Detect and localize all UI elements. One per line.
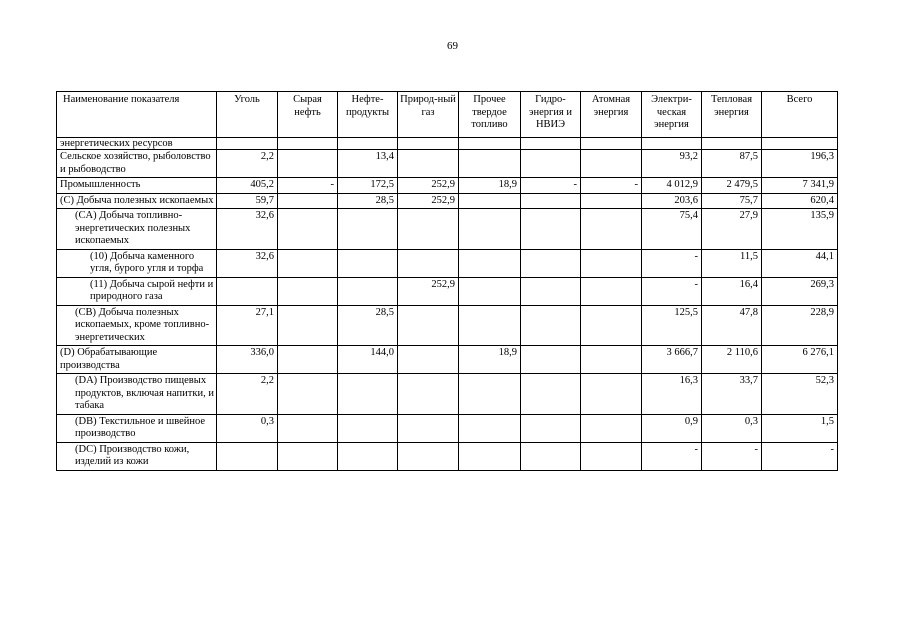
table-cell [278,442,338,470]
table-cell: 196,3 [762,150,838,178]
table-cell: 13,4 [338,150,398,178]
table-cell [278,414,338,442]
header-other-solid-fuel: Прочее твердое топливо [459,92,521,138]
table-cell [581,150,642,178]
table-cell [521,209,581,250]
row-name: (10) Добыча каменного угля, бурого угля и торфа [57,249,217,277]
row-name: энергетических ресурсов [57,138,217,150]
table-cell [521,277,581,305]
energy-consumption-table [56,91,838,471]
row-name: (CA) Добыча топливно-энергетических полезных ископаемых [57,209,217,250]
table-cell [459,277,521,305]
table-cell [459,209,521,250]
table-cell: - [642,442,702,470]
table-cell: 11,5 [702,249,762,277]
table-cell: 52,3 [762,374,838,415]
table-cell: 0,9 [642,414,702,442]
table-cell [581,277,642,305]
table-cell: 47,8 [702,305,762,346]
table-cell: 2 479,5 [702,178,762,194]
table-cell [398,305,459,346]
table-cell [278,346,338,374]
header-nuclear: Атомная энергия [581,92,642,138]
table-cell [581,414,642,442]
table-cell [278,138,338,150]
table-row [57,193,838,209]
table-row [57,414,838,442]
table-cell: 135,9 [762,209,838,250]
table-cell [278,374,338,415]
table-cell [459,249,521,277]
table-cell [398,138,459,150]
table-cell [398,346,459,374]
table-cell: 203,6 [642,193,702,209]
table-cell: 1,5 [762,414,838,442]
table-cell: - [581,178,642,194]
table-row [57,277,838,305]
table-cell: 0,3 [702,414,762,442]
table-row [57,374,838,415]
table-cell: 4 012,9 [642,178,702,194]
table-cell: 6 276,1 [762,346,838,374]
table-cell: 59,7 [217,193,278,209]
header-oil-products: Нефте-продукты [338,92,398,138]
table-cell: 2 110,6 [702,346,762,374]
table-cell: 269,3 [762,277,838,305]
header-indicator: Наименование показателя [57,92,217,138]
header-electricity: Электри-ческая энергия [642,92,702,138]
table-cell [338,249,398,277]
row-name: (CB) Добыча полезных ископаемых, кроме топливно-энергетических [57,305,217,346]
header-total: Всего [762,92,838,138]
table-row [57,442,838,470]
table-cell: - [642,249,702,277]
table-cell [521,442,581,470]
table-cell [459,374,521,415]
table-row [57,178,838,194]
table-cell [642,138,702,150]
table-cell [398,150,459,178]
table-cell [459,193,521,209]
table-cell [278,150,338,178]
table-cell: 87,5 [702,150,762,178]
table-cell [521,138,581,150]
table-cell [581,193,642,209]
table-cell [521,374,581,415]
table-cell: - [762,442,838,470]
header-crude-oil: Сырая нефть [278,92,338,138]
table-cell [581,374,642,415]
table-cell [521,346,581,374]
table-cell [398,414,459,442]
row-name: (DC) Производство кожи, изделий из кожи [57,442,217,470]
table-cell [398,249,459,277]
table-cell: 32,6 [217,209,278,250]
header-row [57,92,838,138]
table-body [57,138,838,471]
table-cell: 27,1 [217,305,278,346]
table-cell [521,150,581,178]
table-cell [278,209,338,250]
table-cell: 93,2 [642,150,702,178]
table-cell [702,138,762,150]
row-name: Промышленность [57,178,217,194]
table-cell: 32,6 [217,249,278,277]
table-cell: 2,2 [217,150,278,178]
table-cell: 33,7 [702,374,762,415]
table-cell [338,209,398,250]
table-row [57,249,838,277]
table-cell: 44,1 [762,249,838,277]
table-cell [459,150,521,178]
table-cell [581,346,642,374]
table-cell: 16,4 [702,277,762,305]
row-name: Сельское хозяйство, рыболовство и рыбоводство [57,150,217,178]
table-cell [459,305,521,346]
table-cell: 28,5 [338,193,398,209]
table-cell: 144,0 [338,346,398,374]
table-cell: 16,3 [642,374,702,415]
header-heat: Тепловая энергия [702,92,762,138]
row-name: (D) Обрабатывающие производства [57,346,217,374]
header-hydro-renewable: Гидро-энергия и НВИЭ [521,92,581,138]
table-cell [338,414,398,442]
table-cell [217,277,278,305]
table-row [57,150,838,178]
table-cell: 75,4 [642,209,702,250]
table-cell: 125,5 [642,305,702,346]
table-cell: - [278,178,338,194]
table-cell: 18,9 [459,178,521,194]
table-cell: 405,2 [217,178,278,194]
table-cell: 18,9 [459,346,521,374]
table-row [57,209,838,250]
row-name: (DB) Текстильное и швейное производство [57,414,217,442]
table-cell [398,374,459,415]
page-number: 69 [447,40,458,52]
table-cell [398,442,459,470]
table-cell [581,305,642,346]
table-cell [338,442,398,470]
table-cell [338,374,398,415]
table-cell: 252,9 [398,193,459,209]
row-name: (DA) Производство пищевых продуктов, включая напитки, и табака [57,374,217,415]
table-cell: 336,0 [217,346,278,374]
table-cell [459,414,521,442]
table-cell [338,138,398,150]
table-cell [278,193,338,209]
table-cell: - [521,178,581,194]
table-cell: 620,4 [762,193,838,209]
table-cell [581,249,642,277]
table-cell: 75,7 [702,193,762,209]
table-cell [217,138,278,150]
table-cell: 172,5 [338,178,398,194]
table-cell [762,138,838,150]
row-name: (C) Добыча полезных ископаемых [57,193,217,209]
table-cell [459,442,521,470]
table-row [57,346,838,374]
table-cell: 228,9 [762,305,838,346]
table-cell: 0,3 [217,414,278,442]
table-cell: 2,2 [217,374,278,415]
table-row [57,305,838,346]
table-cell [581,138,642,150]
table-cell [521,305,581,346]
table-cell [581,442,642,470]
table-cell [278,305,338,346]
table-cell [521,249,581,277]
table-cell [217,442,278,470]
table-cell: - [702,442,762,470]
header-natural-gas: Природ-ный газ [398,92,459,138]
table-cell [338,277,398,305]
table-cell [581,209,642,250]
table-cell: - [642,277,702,305]
table-cell [459,138,521,150]
table-cell: 7 341,9 [762,178,838,194]
table-cell [521,414,581,442]
table-cell: 252,9 [398,277,459,305]
table-cell [521,193,581,209]
header-coal: Уголь [217,92,278,138]
table-cell [278,249,338,277]
table-cell: 28,5 [338,305,398,346]
table-cell: 252,9 [398,178,459,194]
table-cell [398,209,459,250]
table-cell: 3 666,7 [642,346,702,374]
row-name: (11) Добыча сырой нефти и природного газа [57,277,217,305]
table-cell [278,277,338,305]
table-row [57,138,838,150]
table-cell: 27,9 [702,209,762,250]
